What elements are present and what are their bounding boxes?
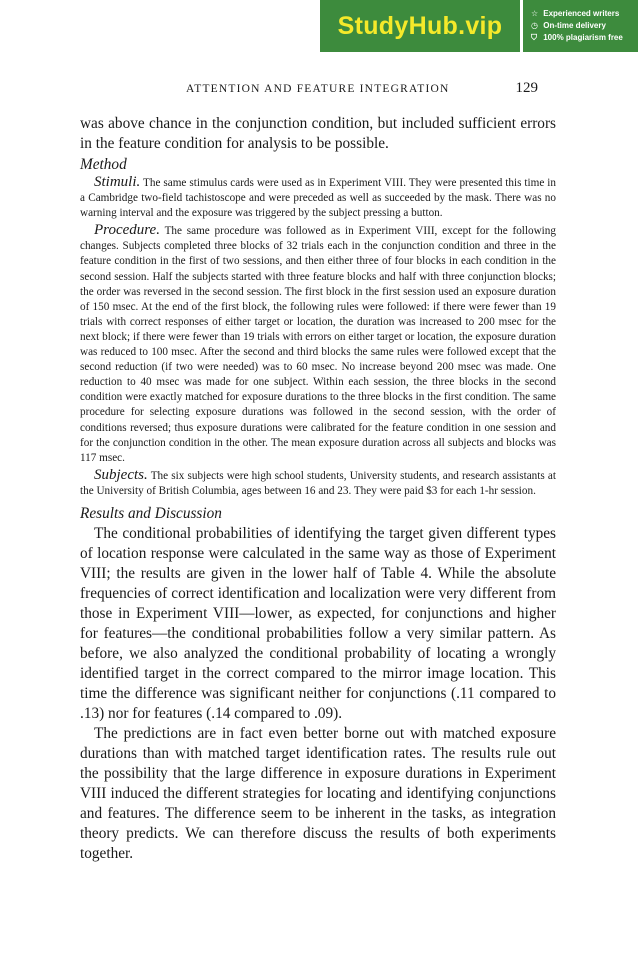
banner-perks <box>523 0 638 52</box>
page-number: 129 <box>515 80 538 96</box>
stimuli-label: Stimuli. <box>94 174 141 190</box>
perk-label: Experienced writers <box>543 9 620 18</box>
results-paragraph-1: The conditional probabilities of identifying the target given different types of location response were calculated in the same way as those of Experiment VIII; the results are given in the lower half of Table 4. While the absolute frequencies of correct identification and localization were very different from those in Experiment VIII—lower, as expected, for conjunctions and higher for features—the conditional probabilities follow a very similar pattern. As before, we also analyzed the conditional probability of locating a wrongly identified target in the correct compared to the mirror image location. This time the difference was significant neither for conjunctions (.11 compared to .13) nor for features (.14 compared to .09). <box>80 524 556 722</box>
subjects-text: The six subjects were high school students, University students, and research assistants at the University of British Columbia, ages between 16 and 23. They were paid $3 for each 1-hr session. <box>80 469 556 497</box>
procedure-label: Procedure. <box>94 222 160 239</box>
procedure-paragraph <box>80 223 556 466</box>
page-body <box>80 114 556 864</box>
perk-experienced-writers <box>531 8 638 20</box>
ad-banner[interactable] <box>320 0 638 52</box>
results-heading: Results and Discussion <box>80 504 222 522</box>
intro-paragraph: was above chance in the conjunction condition, but included sufficient errors in the feature condition for analysis to be possible. <box>80 115 556 152</box>
studyhub-logo[interactable]: StudyHub.vip <box>320 0 523 52</box>
star-icon: ☆ <box>531 9 539 18</box>
stimuli-text: The same stimulus cards were used as in Experiment VIII. They were presented this time in a Cambridge two-field tachistoscope and were preceded as well as succeeded by the mask. There was no warning interval and the exposure was triggered by the subject pressing a button. <box>80 177 556 220</box>
method-heading: Method <box>80 156 127 173</box>
shield-icon: ⛉ <box>531 33 537 42</box>
stimuli-paragraph <box>80 175 556 221</box>
subjects-paragraph <box>80 468 556 499</box>
perk-label: On-time delivery <box>543 21 606 30</box>
perk-on-time-delivery <box>531 20 638 32</box>
clock-icon: ◷ <box>531 21 538 30</box>
perk-plagiarism-free <box>531 32 638 44</box>
procedure-text: The same procedure was followed as in Experiment VIII, except for the following changes. Subjects completed three blocks of 32 trials each in the conjunction condition and three in the feature condition in the first of two sessions, and then either three of four blocks in each condition in the second session. Half the subjects started with three feature blocks and half with three conjunction blocks; the order was reversed in the second session. The first block in the first session used an exposure duration of 150 msec. At the end of the first block, the following rules were followed: if there were fewer than 19 trials with correct responses of either target or location, the duration was increased to 200 msec for the next block; if there were fewer than 19 trials with errors on either target or location, the exposure duration was reduced to 100 msec. After the second and third blocks the same rules were followed except that the second reduction (if two were needed) was to 60 msec. No increase beyond 200 msec was made. One reduction to 40 msec was made for one subject. Within each session, the three blocks in the second condition were exactly matched for exposure durations to the three blocks in the first condition. The same procedure for selecting exposure durations was followed in the second session, with the order of conditions reversed; thus exposure durations were calibrated for the feature condition in one session and for the conjunction condition in the other. The mean exposure duration across all subjects and blocks was 117 msec. <box>80 225 556 464</box>
running-title: ATTENTION AND FEATURE INTEGRATION <box>186 83 450 95</box>
perk-label: 100% plagiarism free <box>543 33 623 42</box>
results-paragraph-2: The predictions are in fact even better borne out with matched exposure durations than with matched target identification rates. The results rule out the possibility that the large difference in exposure durations in Experiment VIII induced the different strategies for locating and identifying conjunctions and features. The difference seem to be inherent in the tasks, as integration theory predicts. We can therefore discuss the results of both experiments together. <box>80 724 556 862</box>
subjects-label: Subjects. <box>94 466 148 483</box>
